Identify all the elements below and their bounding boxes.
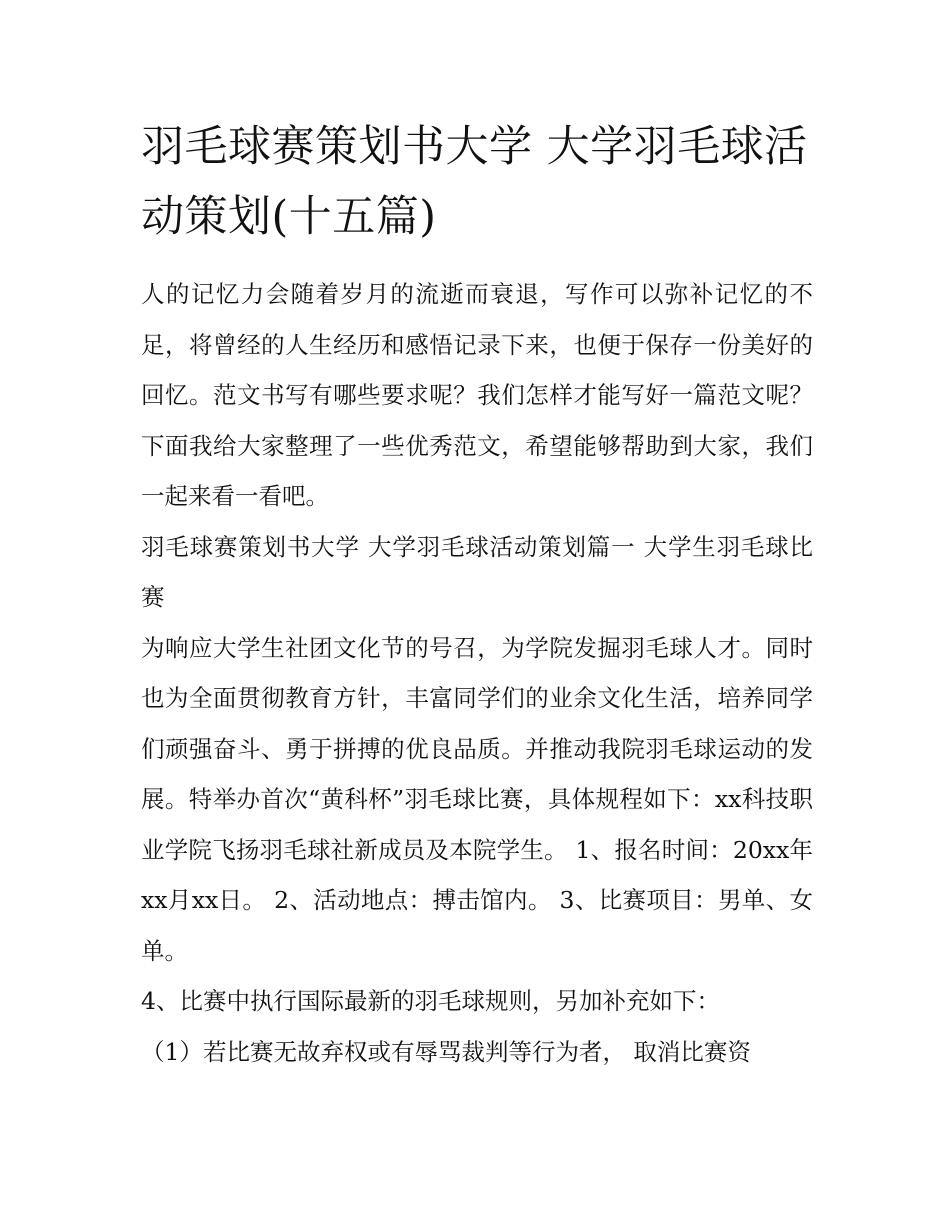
intro-paragraph: 人的记忆力会随着岁月的流逝而衰退，写作可以弥补记忆的不足，将曾经的人生经历和感悟记录下来，也便于保存一份美好的回忆。范文书写有哪些要求呢？我们怎样才能写好一篇范文呢？下面我给大家整理了一些优秀范文，希望能够帮助到大家，我们一起来看一看吧。 bbox=[141, 280, 813, 510]
section-heading: 羽毛球赛策划书大学 大学羽毛球活动策划篇一 大学生羽毛球比赛 bbox=[141, 532, 813, 611]
section-body-paragraph: 为响应大学生社团文化节的号召，为学院发掘羽毛球人才。同时也为全面贯彻教育方针，丰富同学们的业余文化生活，培养同学们顽强奋斗、勇于拼搏的优良品质。并推动我院羽毛球运动的发展。特举办首次“黄科杯”羽毛球比赛，具体规程如下：xx科技职业学院飞扬羽毛球社新成员及本院学生。 1、报名时间：20xx年xx月xx日。 2、活动地点：搏击馆内。 3、比赛项目：男单、女单。 bbox=[141, 633, 813, 965]
document-page bbox=[141, 112, 813, 1077]
rule-intro-paragraph: 4、比赛中执行国际最新的羽毛球规则，另加补充如下： bbox=[141, 987, 720, 1015]
document-title: 羽毛球赛策划书大学 大学羽毛球活动策划(十五篇) bbox=[141, 122, 808, 242]
rule-item-1: （1）若比赛无故弃权或有辱骂裁判等行为者， 取消比赛资 bbox=[141, 1037, 751, 1066]
